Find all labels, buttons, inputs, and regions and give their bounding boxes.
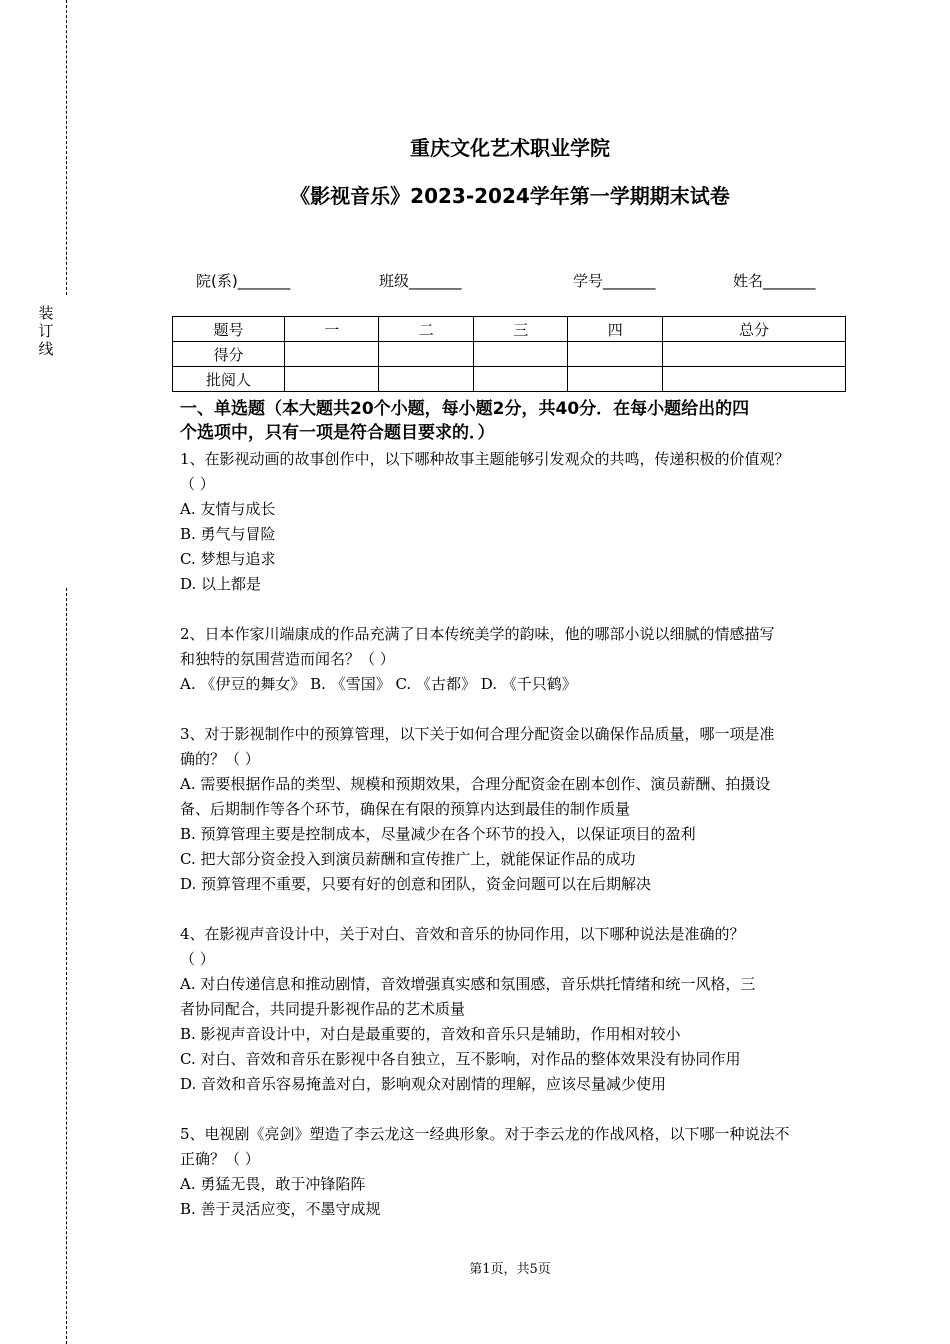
question-stem: 和独特的氛围营造而闻名？（ ） [180,650,395,668]
score-cell [662,342,845,367]
question-stem: 正确？（ ） [180,1150,260,1168]
option-a: A. 勇猛无畏，敢于冲锋陷阵 [180,1175,366,1193]
option-d: D. 预算管理不重要，只要有好的创意和团队，资金问题可以在后期解决 [180,875,652,893]
reviewer-row [173,367,846,392]
option-a: A. 需要根据作品的类型、规模和预期效果，合理分配资金在剧本创作、演员薪酬、拍摄设 [180,775,771,793]
option-b: B. 影视声音设计中，对白是最重要的，音效和音乐只是辅助，作用相对较小 [180,1025,681,1043]
score-cell [285,342,379,367]
option-a-cont: 备、后期制作等各个环节，确保在有限的预算内达到最佳的制作质量 [180,800,631,818]
exam-content [180,397,852,1222]
option-a-cont: 者协同配合，共同提升影视作品的艺术质量 [180,1000,466,1018]
page-footer: 第1页，共5页 [469,1262,551,1277]
question-5 [180,1122,852,1222]
question-stem: 4、在影视声音设计中，关于对白、音效和音乐的协同作用，以下哪种说法是准确的？ [180,925,745,943]
option-b: B. 善于灵活应变，不墨守成规 [180,1200,381,1218]
question-stem: 3、对于影视制作中的预算管理，以下关于如何合理分配资金以确保作品质量，哪一项是准 [180,725,775,743]
name-field: 姓名_______ [733,272,816,290]
option-d: D. 音效和音乐容易掩盖对白，影响观众对剧情的理解，应该尽量减少使用 [180,1075,667,1093]
section-heading-line: 个选项中，只有一项是符合题目要求的．） [180,423,495,443]
dept-field: 院(系)_______ [196,272,291,290]
section-heading [180,397,852,445]
exam-title: 《影视音乐》2023-2024学年第一学期期末试卷 [290,184,730,208]
option-c: C. 对白、音效和音乐在影视中各自独立，互不影响，对作品的整体效果没有协同作用 [180,1050,741,1068]
score-header-cell: 总分 [662,317,845,342]
section-heading-line: 一、单选题（本大题共20个小题，每小题2分，共40分．在每小题给出的四 [180,399,750,419]
option-b: B. 预算管理主要是控制成本，尽量减少在各个环节的投入，以保证项目的盈利 [180,825,696,843]
score-header-cell: 一 [285,317,379,342]
score-table-header-row [173,317,846,342]
question-2 [180,622,852,697]
reviewer-cell [379,367,473,392]
option-d: D. 以上都是 [180,575,262,593]
score-cell [568,342,662,367]
score-row [173,342,846,367]
score-header-cell: 四 [568,317,662,342]
student-id-field: 学号_______ [573,272,656,290]
score-header-cell: 二 [379,317,473,342]
reviewer-cell [568,367,662,392]
score-header-cell: 题号 [173,317,285,342]
question-stem: （ ） [180,950,215,968]
question-stem: 5、电视剧《亮剑》塑造了李云龙这一经典形象。对于李云龙的作战风格，以下哪一种说法不 [180,1125,790,1143]
question-4 [180,922,852,1097]
score-header-cell: 三 [473,317,567,342]
reviewer-cell [473,367,567,392]
question-stem: 2、日本作家川端康成的作品充满了日本传统美学的韵味，他的哪部小说以细腻的情感描写 [180,625,775,643]
reviewer-cell [662,367,845,392]
option-a: A. 友情与成长 [180,500,276,518]
option-c: C. 把大部分资金投入到演员薪酬和宣传推广上，就能保证作品的成功 [180,850,636,868]
question-1 [180,447,852,597]
score-table [172,316,846,392]
options-line: A. 《伊豆的舞女》 B. 《雪国》 C. 《古都》 D. 《千只鹤》 [180,675,577,693]
score-cell [379,342,473,367]
option-c: C. 梦想与追求 [180,550,276,568]
score-cell [473,342,567,367]
question-stem: 确的？（ ） [180,750,260,768]
question-stem: （ ） [180,475,215,493]
option-b: B. 勇气与冒险 [180,525,276,543]
question-3 [180,722,852,897]
binding-label: 装订线 [38,304,54,358]
score-row-label: 得分 [173,342,285,367]
reviewer-row-label: 批阅人 [173,367,285,392]
question-stem: 1、在影视动画的故事创作中，以下哪种故事主题能够引发观众的共鸣，传递积极的价值观？ [180,450,790,468]
school-title: 重庆文化艺术职业学院 [410,136,610,160]
option-a: A. 对白传递信息和推动剧情，音效增强真实感和氛围感，音乐烘托情绪和统一风格，三 [180,975,756,993]
class-field: 班级_______ [379,272,462,290]
binding-line-bottom [66,588,67,1344]
reviewer-cell [285,367,379,392]
